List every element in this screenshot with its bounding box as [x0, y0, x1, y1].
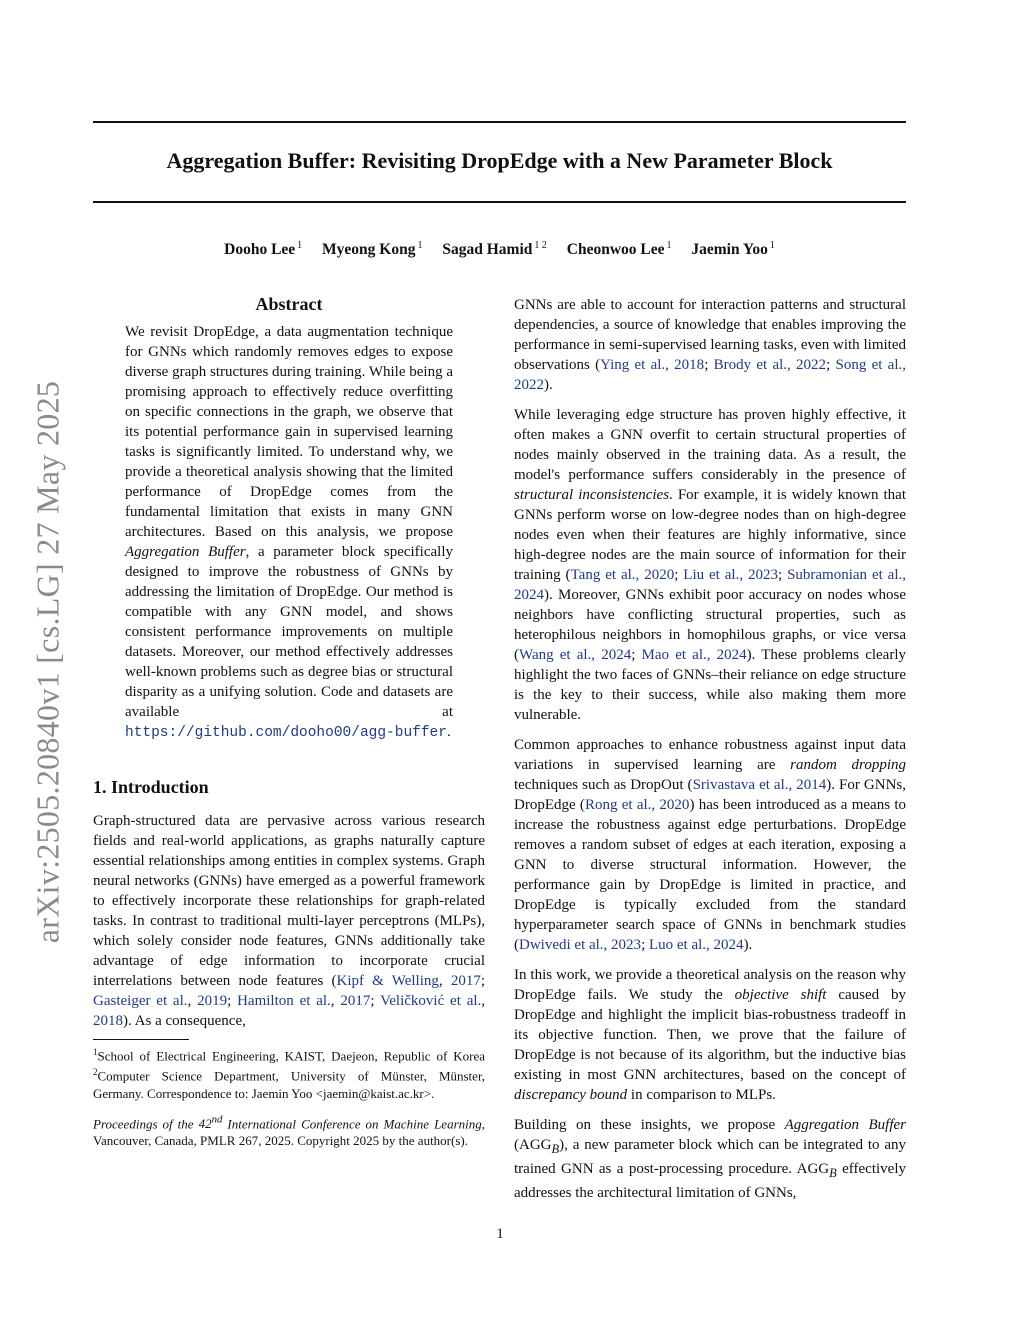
- author: Sagad Hamid $^{1 2}$: [442, 240, 547, 258]
- affiliation-footnote: $^1$School of Electrical Engineering, KAIST, Daejeon, Republic of Korea $^2$Computer Science Department, University of Münster, Münster, Germany. Correspondence to: Jaemin Yoo <jaemin@kaist.ac.kr>.: [93, 1047, 485, 1101]
- paper-title: Aggregation Buffer: Revisiting DropEdge with a New Parameter Block: [166, 148, 833, 173]
- title-bottom-rule: [93, 201, 906, 203]
- citation-link[interactable]: Kipf & Welling: [336, 973, 439, 989]
- citation-link[interactable]: Rong et al., 2020: [584, 797, 690, 813]
- citation-link[interactable]: Srivastava et al., 2014: [692, 777, 827, 793]
- citation-link[interactable]: 2019: [197, 993, 228, 1009]
- footnote-rule: [93, 1039, 189, 1040]
- body-paragraph: Building on these insights, we propose Aggregation Buffer $(AGG_B)$, a new parameter block which can be integrated to any trained GNN as a post-processing procedure. $AGG_B$ effectively addresses the architectural limitation of GNNs,: [514, 1117, 906, 1201]
- citation-link[interactable]: Song et al., 2022: [514, 357, 907, 393]
- title-top-rule: [93, 121, 906, 123]
- abstract-text: We revisit DropEdge, a data augmentation technique for GNNs which randomly removes edges to expose diverse graph structures during training. While being a promising approach to effectively reduce overfitting on specific connections in the graph, we observe that its potential performance gain in supervised learning tasks is significantly limited. To understand why, we provide a theoretical analysis showing that the limited performance of DropEdge comes from the fundamental limitation that exists in many GNN architectures. Based on this analysis, we propose Aggregation Buffer, a parameter block specifically designed to improve the robustness of GNNs by addressing the limitation of DropEdge. Our method is compatible with any GNN model, and shows consistent performance improvements on multiple datasets. Moreover, our method effectively addresses well-known problems such as degree bias or structural disparity as a unifying solution. Code and datasets are available at https://github.com/dooho00/agg-buffer.: [125, 324, 453, 741]
- citation-link[interactable]: 2018: [93, 1013, 123, 1029]
- citation-link[interactable]: Veličković et al.: [380, 993, 482, 1009]
- citation-link[interactable]: Hamilton et al.: [237, 993, 331, 1009]
- body-paragraph: In this work, we provide a theoretical analysis on the reason why DropEdge fails. We study the objective shift caused by DropEdge and highlight the implicit bias-robustness tradeoff in its objective function. Then, we prove that the failure of DropEdge is not because of its algorithm, but the inductive bias existing in most GNN architectures, based on the concept of discrepancy bound in comparison to MLPs.: [514, 967, 906, 1103]
- section-heading-introduction: 1. Introduction: [93, 777, 209, 797]
- citation-link[interactable]: Gasteiger et al.: [93, 993, 188, 1009]
- author: Cheonwoo Lee $^1$: [566, 240, 672, 258]
- author-list: [93, 236, 906, 260]
- citation-link[interactable]: Brody et al., 2022: [713, 357, 827, 373]
- body-paragraph: GNNs are able to account for interaction patterns and structural dependencies, a source of knowledge that enables improving the performance in semi-supervised learning tasks, even with limited observations (Ying et al., 2018; Brody et al., 2022; Song et al., 2022).: [514, 297, 907, 393]
- page-number: 1: [496, 1226, 504, 1242]
- citation-link[interactable]: Tang et al., 2020: [570, 567, 675, 583]
- citation-link[interactable]: Ying et al., 2018: [600, 357, 705, 373]
- citation-link[interactable]: Subramonian et al., 2024: [514, 567, 907, 603]
- author: Jaemin Yoo $^1$: [691, 240, 775, 258]
- citation-link[interactable]: Luo et al., 2024: [648, 937, 744, 953]
- proceedings-note: Proceedings of the 42nd International Conference on Machine Learning, Vancouver, Canada, PMLR 267, 2025. Copyright 2025 by the author(s).: [93, 1113, 485, 1148]
- intro-paragraph: Graph-structured data are pervasive across various research fields and real-world applications, as graphs naturally capture essential relationships among entities in complex systems. Graph neural networks (GNNs) have emerged as a powerful framework to effectively incorporate these relationships for graph-related tasks. In contrast to traditional multi-layer perceptrons (MLPs), which solely consider node features, GNNs additionally take advantage of edge information to incorporate crucial interrelations between node features (Kipf & Welling, 2017; Gasteiger et al., 2019; Hamilton et al., 2017; Veličković et al., 2018). As a consequence,: [93, 813, 486, 1029]
- body-paragraph: Common approaches to enhance robustness against input data variations in supervised learning are random dropping techniques such as DropOut (Srivastava et al., 2014). For GNNs, DropEdge (Rong et al., 2020) has been introduced as a means to increase the robustness against edge perturbations. DropEdge removes a random subset of edges at each iteration, exposing a GNN to diverse structural information. However, the performance gain by DropEdge is limited in practice, and DropEdge is typically excluded from the standard hyperparameter search space of GNNs in benchmark studies (Dwivedi et al., 2023; Luo et al., 2024).: [514, 737, 906, 953]
- author: Dooho Lee $^1$: [224, 240, 303, 258]
- body-paragraph: While leveraging edge structure has proven highly effective, it often makes a GNN overfit to certain structural properties of nodes mainly observed in the training data. As a result, the model's performance suffers considerably in the presence of structural inconsistencies. For example, it is widely known that GNNs perform worse on low-degree nodes than on high-degree nodes even when their features are highly informative, since high-degree nodes are the main source of information for their training (Tang et al., 2020; Liu et al., 2023; Subramonian et al., 2024). Moreover, GNNs exhibit poor accuracy on nodes whose neighbors have conflicting structural properties, such as heterophilous neighbors in homophilous graphs, or vice versa (Wang et al., 2024; Mao et al., 2024). These problems clearly highlight the two faces of GNNs–their reliance on edge structure is the key to their success, while also making them more vulnerable.: [514, 407, 907, 723]
- right-column: [514, 295, 906, 1213]
- citation-link[interactable]: Dwivedi et al., 2023: [519, 937, 642, 953]
- citation-link[interactable]: 2017: [340, 993, 371, 1009]
- citation-link[interactable]: Mao et al., 2024: [641, 647, 747, 663]
- citation-link[interactable]: Liu et al., 2023: [683, 567, 778, 583]
- abstract-heading: Abstract: [255, 294, 323, 314]
- code-link[interactable]: https://github.com/dooho00/agg-buffer: [125, 725, 447, 741]
- citation-link[interactable]: 2017: [450, 973, 481, 989]
- citation-link[interactable]: Wang et al., 2024: [519, 647, 632, 663]
- author: Myeong Kong $^1$: [322, 240, 423, 258]
- left-column: [93, 292, 485, 1149]
- arxiv-identifier: arXiv:2505.20840v1 [cs.LG] 27 May 2025: [29, 380, 66, 944]
